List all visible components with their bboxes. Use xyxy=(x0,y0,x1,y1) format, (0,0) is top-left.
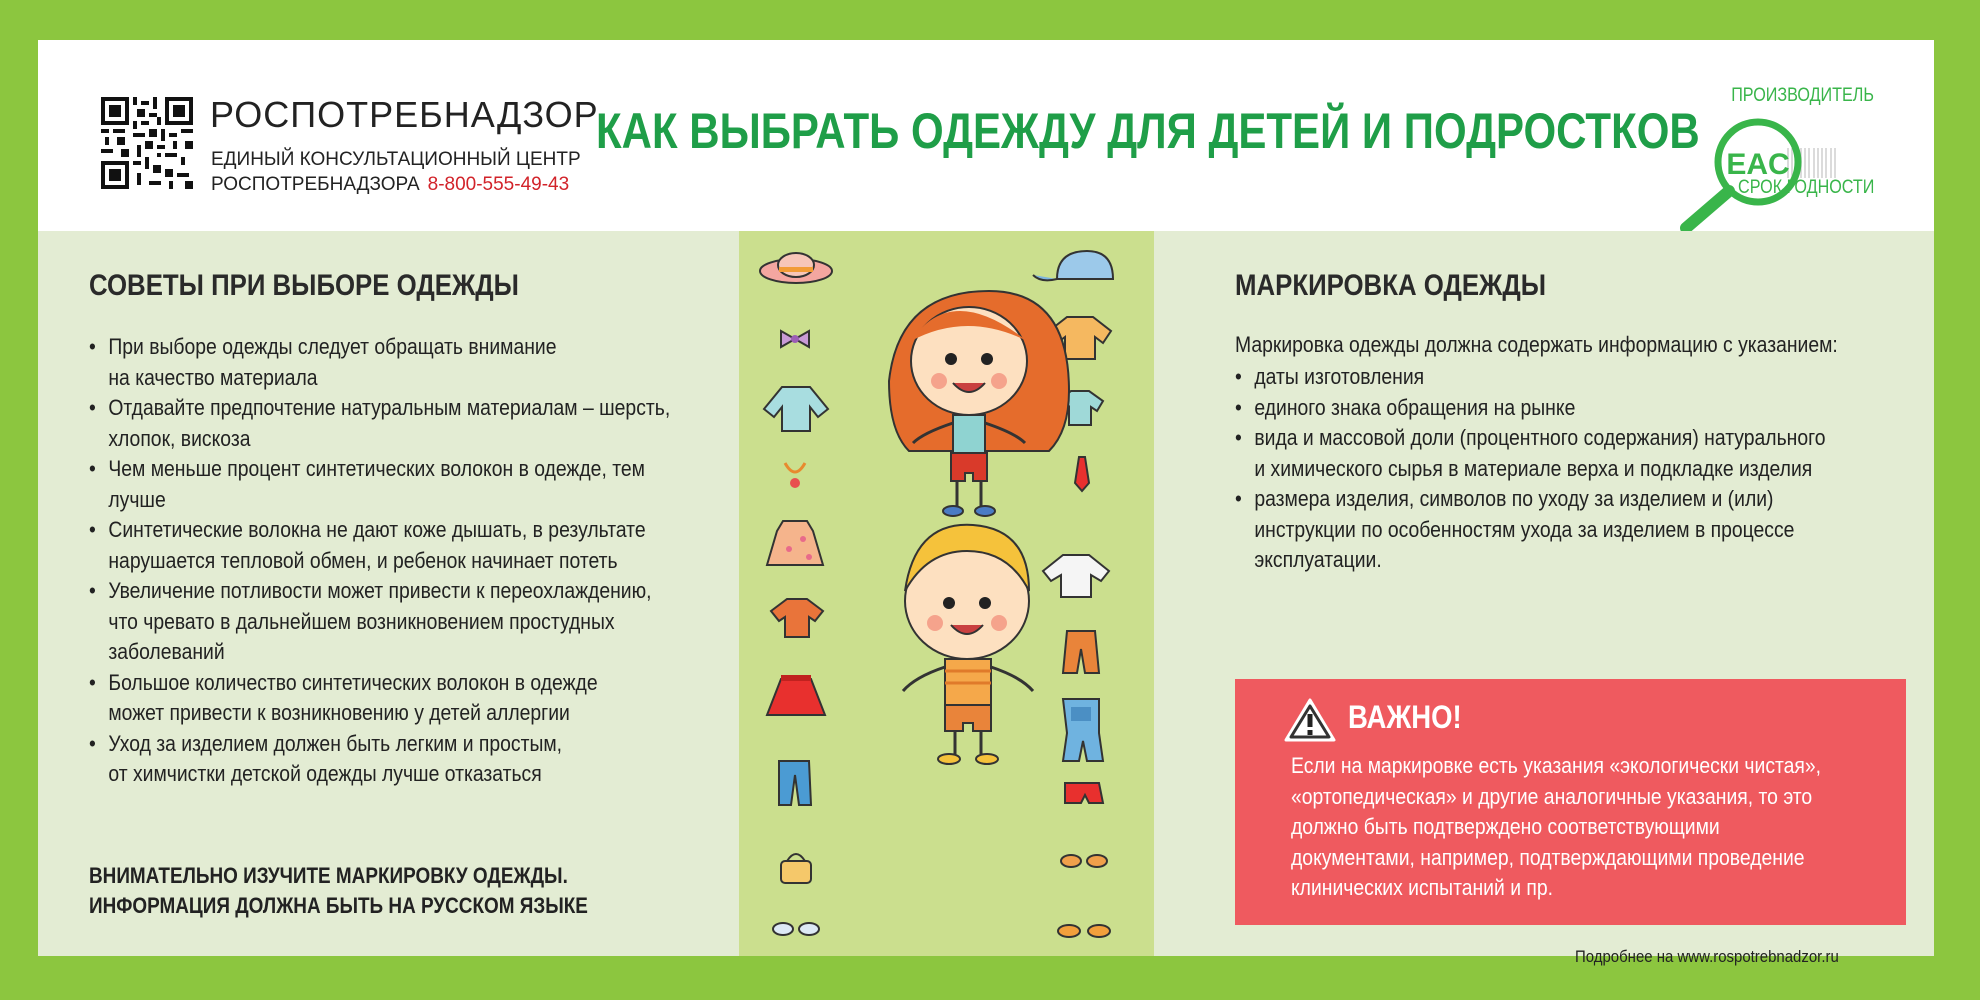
website-link[interactable]: Подробнее на www.rospotrebnadzor.ru xyxy=(1575,947,1839,966)
jacket-icon xyxy=(764,387,828,431)
list-item: • Отдавайте предпочтение натуральным материалам – шерсть, хлопок, вискоза xyxy=(89,393,696,454)
notice-line-2: ИНФОРМАЦИЯ ДОЛЖНА БЫТЬ НА РУССКОМ ЯЗЫКЕ xyxy=(89,893,588,918)
shorts-icon xyxy=(1063,631,1099,673)
list-item: • единого знака обращения на рынке xyxy=(1235,393,1869,424)
dress-icon xyxy=(767,521,823,565)
logo-expiry-label: СРОК ГОДНОСТИ xyxy=(1737,177,1874,198)
warning-icon xyxy=(1283,697,1337,743)
list-item: • даты изготовления xyxy=(1235,362,1869,393)
tips-title: СОВЕТЫ ПРИ ВЫБОРЕ ОДЕЖДЫ xyxy=(89,269,519,302)
marking-intro: Маркировка одежды должна содержать информацию с указанием: xyxy=(1235,332,1838,357)
eac-mark: EAC xyxy=(1726,148,1790,181)
bow-icon xyxy=(781,331,809,347)
consult-center-line2 xyxy=(211,174,569,196)
phone-number: 8-800-555-49-43 xyxy=(427,174,570,195)
list-item: • Большое количество синтетических волокон в одежде может привести к возникновению у детей аллергии xyxy=(89,668,696,729)
shoes-icon xyxy=(773,923,819,935)
sandals-icon xyxy=(1061,855,1107,867)
skirt-icon xyxy=(767,675,825,715)
qr-code xyxy=(101,97,193,189)
bag-icon xyxy=(781,854,811,883)
cap-icon xyxy=(1033,251,1113,280)
pants-icon xyxy=(779,761,811,805)
eac-logo xyxy=(1668,70,1908,220)
marking-panel xyxy=(1154,231,1934,966)
tips-list xyxy=(89,332,789,790)
list-item: • Уход за изделием должен быть легким и простым, от химчистки детской одежды лучше отказаться xyxy=(89,729,696,790)
poster xyxy=(38,40,1934,966)
important-title: ВАЖНО! xyxy=(1348,699,1462,735)
marking-list xyxy=(1235,362,1955,576)
important-box xyxy=(1235,679,1906,925)
blouse-icon xyxy=(1043,555,1109,597)
brand-name: РОСПОТРЕБНАДЗОР xyxy=(210,94,599,135)
necklace-icon xyxy=(785,463,805,488)
boy-illustration xyxy=(903,525,1033,764)
list-item: • размера изделия, символов по уходу за изделием и (или) инструкции по особенностям ухода за изделием в процессе эксплуатации. xyxy=(1235,484,1869,576)
list-item: • При выборе одежды следует обращать внимание на качество материала xyxy=(89,332,696,393)
marking-title: МАРКИРОВКА ОДЕЖДЫ xyxy=(1235,269,1547,302)
list-item: • Чем меньше процент синтетических волокон в одежде, тем лучше xyxy=(89,454,696,515)
hat-icon xyxy=(760,253,832,283)
list-item: • вида и массовой доли (процентного содержания) натурального и химического сырья в материале верха и подкладке изделия xyxy=(1235,423,1869,484)
tips-panel xyxy=(38,231,739,956)
page-title: КАК ВЫБРАТЬ ОДЕЖДУ ДЛЯ ДЕТЕЙ И ПОДРОСТКОВ xyxy=(596,103,1700,159)
study-marking-notice xyxy=(89,861,588,921)
children-clothes-illustration xyxy=(739,231,1154,956)
shirt-icon xyxy=(771,599,823,637)
header xyxy=(38,40,1934,231)
illustration-panel xyxy=(739,231,1154,956)
slippers-icon xyxy=(1058,925,1110,937)
swim-shorts-icon xyxy=(1065,783,1103,803)
girl-illustration xyxy=(889,291,1069,516)
overalls-icon xyxy=(1063,699,1103,761)
consult-center-label-2: РОСПОТРЕБНАДЗОРА xyxy=(211,174,420,195)
important-text: Если на маркировке есть указания «экологически чистая», «ортопедическая» и другие аналогичные указания, то это должно быть подтверждено соответствующими документами, например, подтверждающими проведение клинических испытаний и пр. xyxy=(1291,753,1822,900)
list-item: • Увеличение потливости может привести к переохлаждению, что чревато в дальнейшем возникновением простудных заболеваний xyxy=(89,576,696,668)
logo-manufacturer-label: ПРОИЗВОДИТЕЛЬ xyxy=(1731,85,1874,106)
tie-icon xyxy=(1075,457,1089,491)
list-item: • Синтетические волокна не дают коже дышать, в результате нарушается тепловой обмен, и ребенок начинает потеть xyxy=(89,515,696,576)
notice-line-1: ВНИМАТЕЛЬНО ИЗУЧИТЕ МАРКИРОВКУ ОДЕЖДЫ. xyxy=(89,863,568,888)
consult-center-label: ЕДИНЫЙ КОНСУЛЬТАЦИОННЫЙ ЦЕНТР xyxy=(211,149,581,170)
